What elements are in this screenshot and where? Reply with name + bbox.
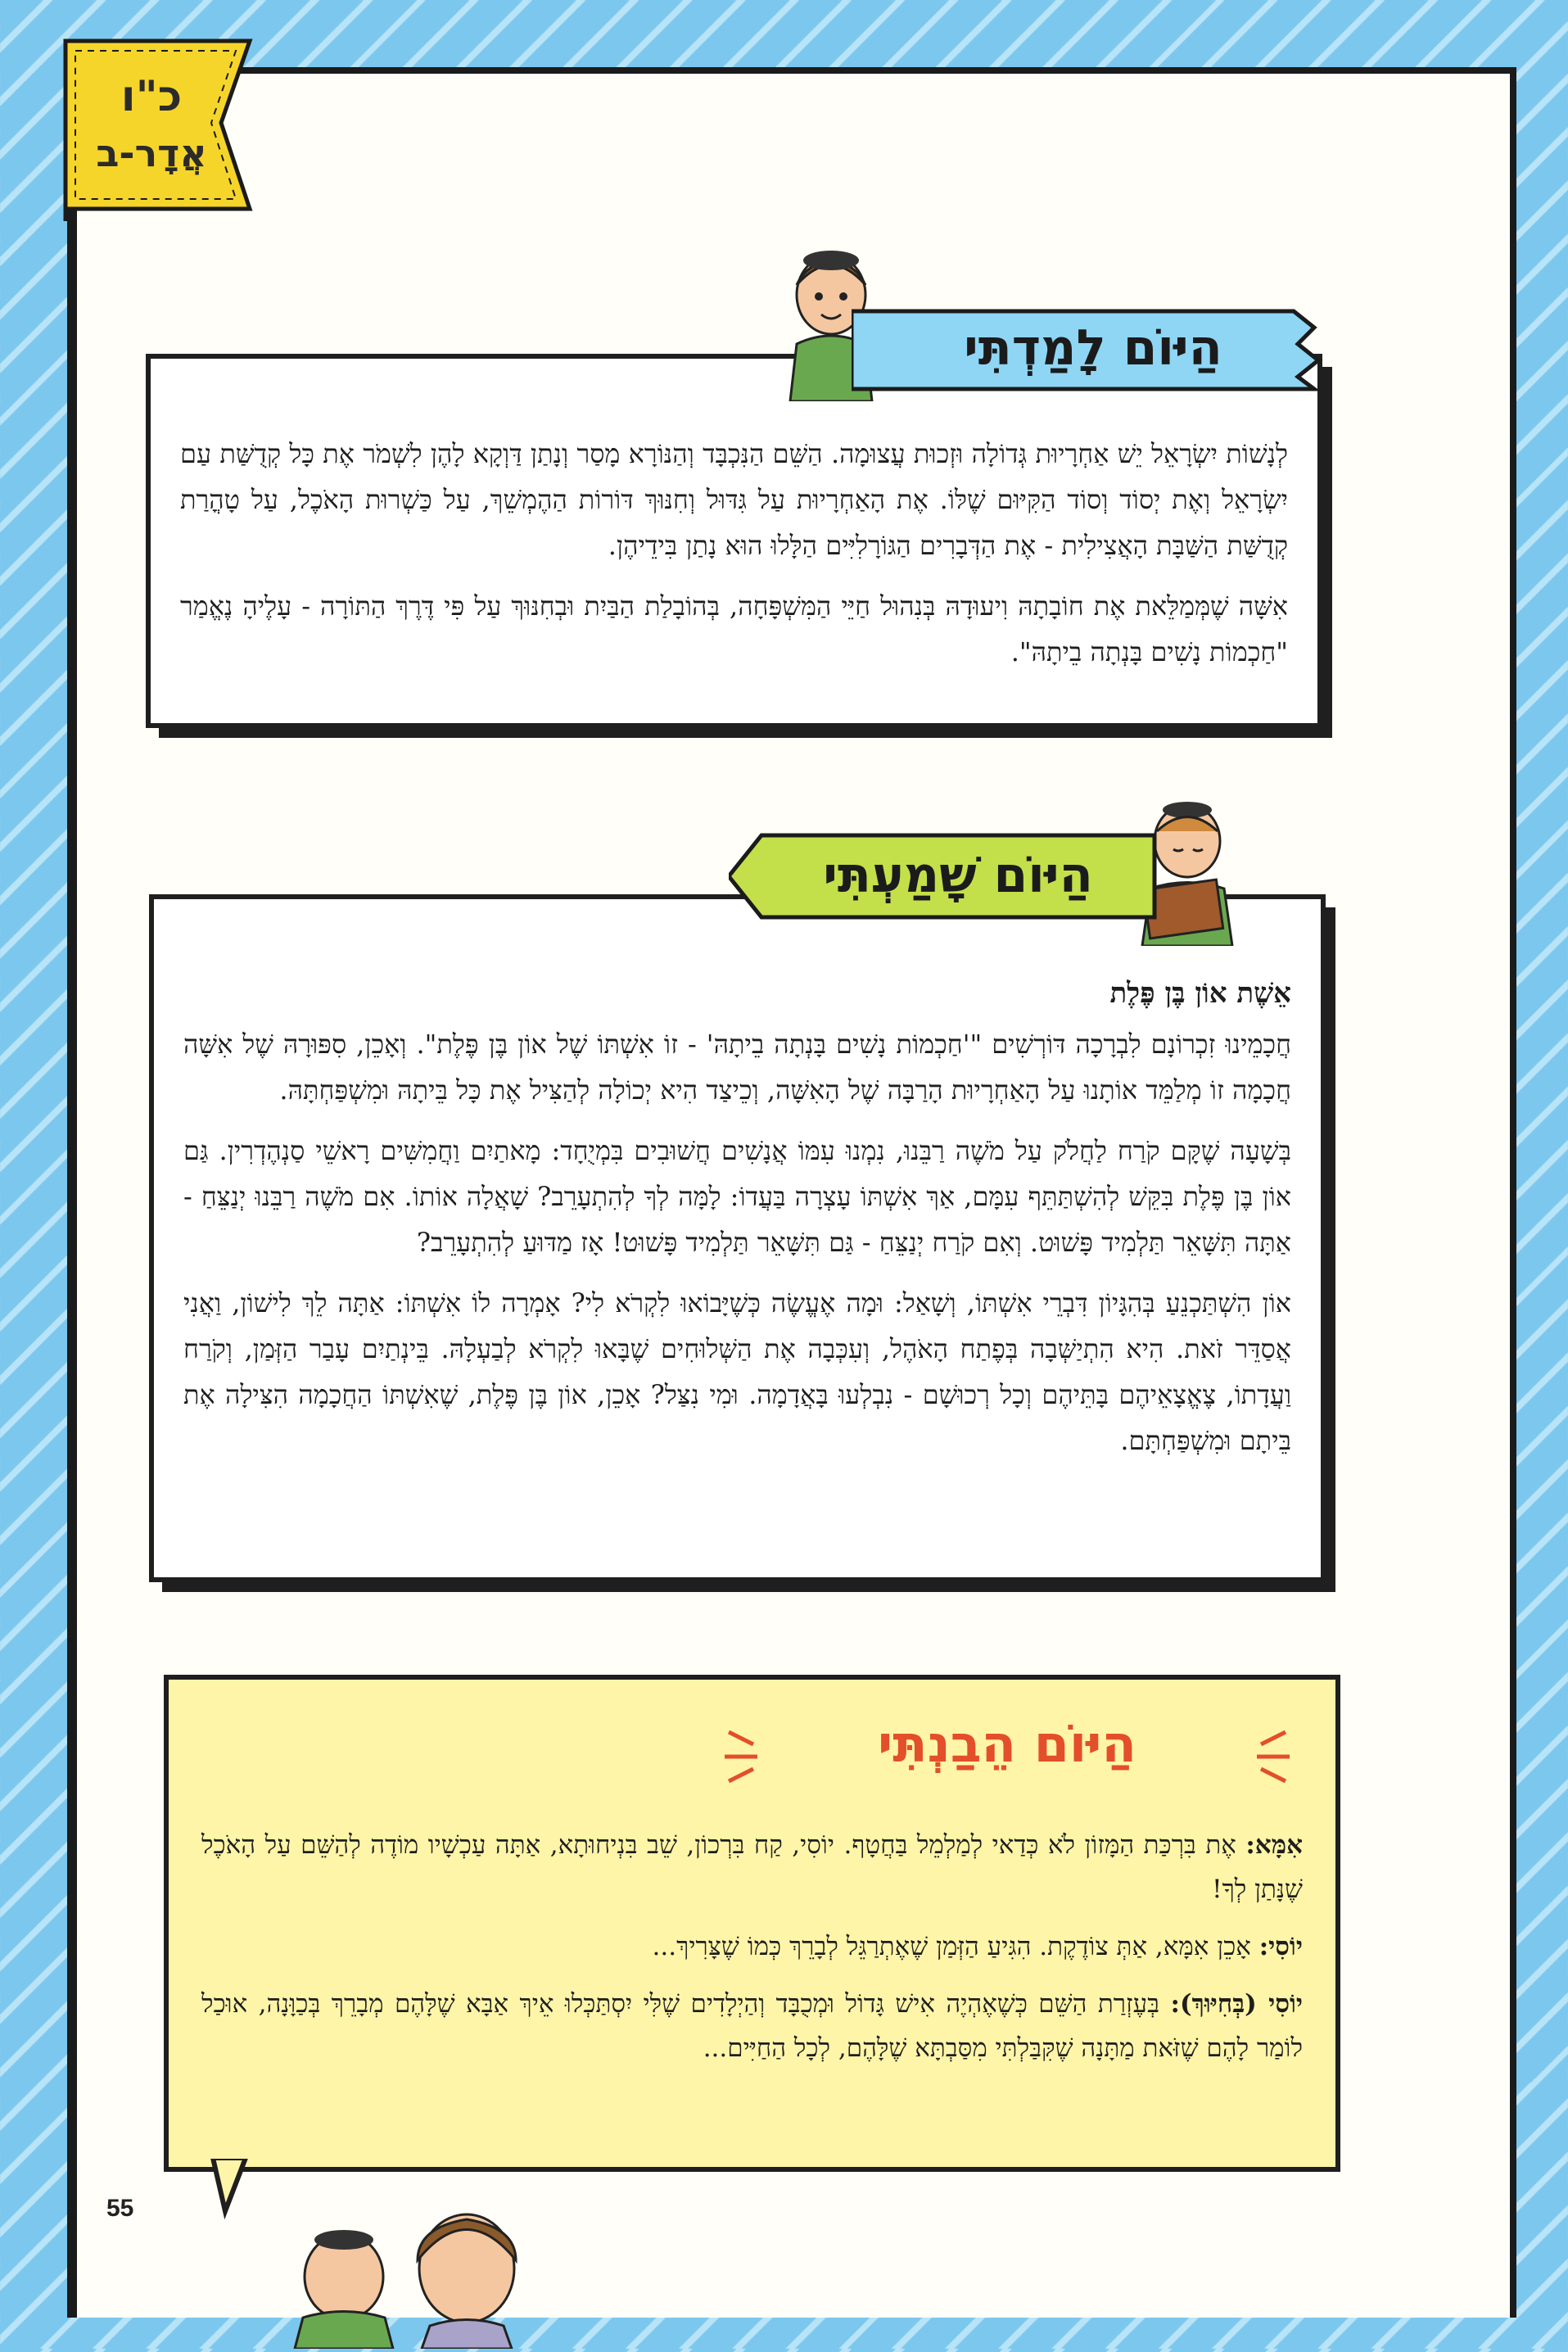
dialogue-line-1	[201, 1823, 1303, 1911]
speech-tail	[209, 2154, 258, 2219]
page-number: 55	[106, 2195, 134, 2222]
learned-title: הַיּוֹם לָמַדְתִּי	[964, 319, 1222, 377]
speaker-yossi: יוֹסִי:	[1258, 1932, 1303, 1961]
speaker-mother: אִמָּא:	[1245, 1830, 1303, 1860]
learned-banner	[852, 303, 1335, 393]
mother-and-boy-illustration	[270, 2203, 565, 2349]
heard-title: הַיּוֹם שָׁמַעְתִּי	[823, 847, 1093, 904]
learned-box	[146, 354, 1322, 728]
sparkle-left-icon	[721, 1724, 770, 1789]
dialogue-line-3	[201, 1982, 1303, 2070]
dialogue-text-1: אֶת בִּרְכַּת הַמָּזוֹן לֹא כְּדַאי לְמַלְמֵל בַּחֲטָף. יוֹסִי, קַח בִּרְכוֹן, שֵׁב בִּנְיחוּתָא, אַתָּה עַכְשָׁיו מוֹדֶה לְהַשֵּׁם עַל הָאֹכֶל שֶׁנָּתַן לְךָ!	[201, 1830, 1303, 1904]
heard-paragraph-1: חֲכָמֵינוּ זִכְרוֹנָם לִבְרָכָה דּוֹרְשִׁים "'חַכְמוֹת נָשִׁים בָּנְתָה בֵיתָהּ' - זוֹ אִשְׁתּוֹ שֶׁל אוֹן בֶּן פֶּלֶת". וְאָכֵן, סִפּוּרָהּ שֶׁל אִשָּׁה חֲכָמָה זוֹ מְלַמֵּד אוֹתָנוּ עַל הָאַחְרָיוּת הָרַבָּה שֶׁל הָאִשָּׁה, וְכֵיצַד הִיא יְכוֹלָה לְהַצִּיל אֶת כָּל בֵּיתָהּ וּמִשְׁפַּחְתָּהּ.	[183, 1029, 1292, 1106]
date-tag	[57, 33, 262, 221]
heard-box	[149, 894, 1326, 1582]
speaker-yossi-smiling: יוֹסִי (בְּחִיּוּךְ):	[1170, 1989, 1304, 2019]
heard-paragraph-3: אוֹן הִשְׁתַּכְנֵעַ בְּהִגָּיוֹן דִּבְרֵי אִשְׁתּוֹ, וְשָׁאַל: וּמָה אֶעֱשֶׂה כְּשֶׁיָּבוֹאוּ לִקְרֹא לִי? אָמְרָה לוֹ אִשְׁתּוֹ: אַתָּה לֵךְ לִישׁוֹן, וַאֲנִי אֲסַדֵּר זֹאת. הִיא הִתְיַשְּׁבָה בְּפֶתַח הָאֹהֶל, וְעִכְּבָה אֶת הַשְּׁלוּחִים שֶׁבָּאוּ לִקְרֹא לְבַעְלָהּ. בֵּינְתַיִם עָבַר הַזְּמַן, וְקֹרַח וַעֲדָתוֹ, צֶאֱצָאֵיהֶם בָּתֵּיהֶם וְכָל רְכוּשָׁם - נִבְלְעוּ בָּאֲדָמָה. וּמִי נִצַּל? אָכֵן, אוֹן בֶּן פֶּלֶת, שֶׁאִשְׁתּוֹ הַחֲכָמָה הִצִּילָה אֶת בֵּיתָם וּמִשְׁפַּחְתָּם.	[183, 1287, 1291, 1456]
dialogue-text-2: אָכֵן אִמָּא, אַתְּ צוֹדֶקֶת. הִגִּיעַ הַזְּמַן שֶׁאֶתְרַגֵּל לְבָרֵךְ כְּמוֹ שֶׁצָּרִיךְ...	[652, 1932, 1251, 1961]
date-tag-ribbon	[57, 33, 262, 221]
dialogue-line-2	[201, 1925, 1303, 1969]
heard-subtitle: אֵשֶׁת אוֹן בֶּן פֶּלֶת	[1109, 977, 1291, 1010]
understood-title-wrap	[721, 1707, 1294, 1798]
dialogue-text-3: בְּעֶזְרַת הַשֵּׁם כְּשֶׁאֶהְיֶה אִישׁ גָּדוֹל וּמְכֻבָּד וְהַיְלָדִים שֶׁלִּי יִסְתַּכְּלוּ אֵיךְ אַבָּא שֶׁלָּהֶם מְבָרֵךְ בְּכַוָּנָה, אוּכַל לוֹמַר לָהֶם שֶׁזֹּאת מַתָּנָה שֶׁקִּבַּלְתִּי מִסַּבְתָּא שֶׁלָּהֶם, לְכָל הַחַיִּים...	[201, 1989, 1303, 2063]
learned-paragraph-1: לְנָשׁוֹת יִשְׂרָאֵל יֵשׁ אַחְרָיוּת גְּדוֹלָה וּזְכוּת עֲצוּמָה. הַשֵּׁם הַנִּכְבָּד וְהַנּוֹרָא מָסַר וְנָתַן דַּוְקָא לָהֶן לִשְׁמֹר אֶת כָּל קְדֻשַּׁת עַם יִשְׂרָאֵל וְאֶת יְסוֹד וְסוֹד הַקִּיּוּם שֶׁלּוֹ. אֶת הָאַחְרָיוּת עַל גִּדּוּל וְחִנּוּךְ דּוֹרוֹת הַהֶמְשֵׁךְ, עַל כַּשְׁרוּת הָאֹכֶל, עַל טָהֳרַת קְדֻשַּׁת הַשַּׁבָּת הָאֲצִילִית - אֶת הַדְּבָרִים הַגּוֹרָלִיִּים הַלָּלוּ הוּא נָתַן בִּידֵיהֶן.	[180, 438, 1288, 561]
date-month: אֲדָר-ב	[96, 131, 207, 175]
date-day: כ"ו	[120, 72, 183, 121]
understood-title: הַיּוֹם הֵבַנְתִּי	[878, 1714, 1136, 1774]
sparkle-right-icon	[1245, 1724, 1294, 1789]
heard-banner	[729, 827, 1187, 925]
heard-paragraph-2: בְּשָׁעָה שֶׁקָּם קֹרַח לַחֲלֹק עַל מֹשֶׁה רַבֵּנוּ, נִמְנוּ עִמּוֹ אֲנָשִׁים חֲשׁוּבִים בִּמְיֻחָד: מָאתַיִם וַחֲמִשִּׁים רָאשֵׁי סַנְהֶדְרִין. גַּם אוֹן בֶּן פֶּלֶת בִּקֵּשׁ לְהִשְׁתַּתֵּף עִמָּם, אַךְ אִשְׁתּוֹ עָצְרָה בַּעֲדוֹ: לָמָּה לְךָ לְהִתְעָרֵב? שָׁאֲלָה אוֹתוֹ. אִם מֹשֶׁה רַבֵּנוּ יְנַצֵּחַ - אַתָּה תִּשָּׁאֵר תַּלְמִיד פָּשׁוּט. וְאִם קֹרַח יְנַצֵּחַ - גַּם תִּשָּׁאֵר תַּלְמִיד פָּשׁוּט! אָז מַדּוּעַ לְהִתְעָרֵב?	[183, 1135, 1291, 1258]
learned-paragraph-2: אִשָּׁה שֶׁמְּמַלֵּאת אֶת חוֹבָתָהּ וִיעוּדָהּ בְּנִהוּל חַיֵּי הַמִּשְׁפָּחָה, בְּהוֹבָלַת הַבַּיִת וּבְחִנּוּךְ עַל פִּי דֶּרֶךְ הַתּוֹרָה - עָלֶיהָ נֶאֱמַר "חַכְמוֹת נָשִׁים בָּנְתָה בֵיתָהּ".	[180, 590, 1288, 667]
